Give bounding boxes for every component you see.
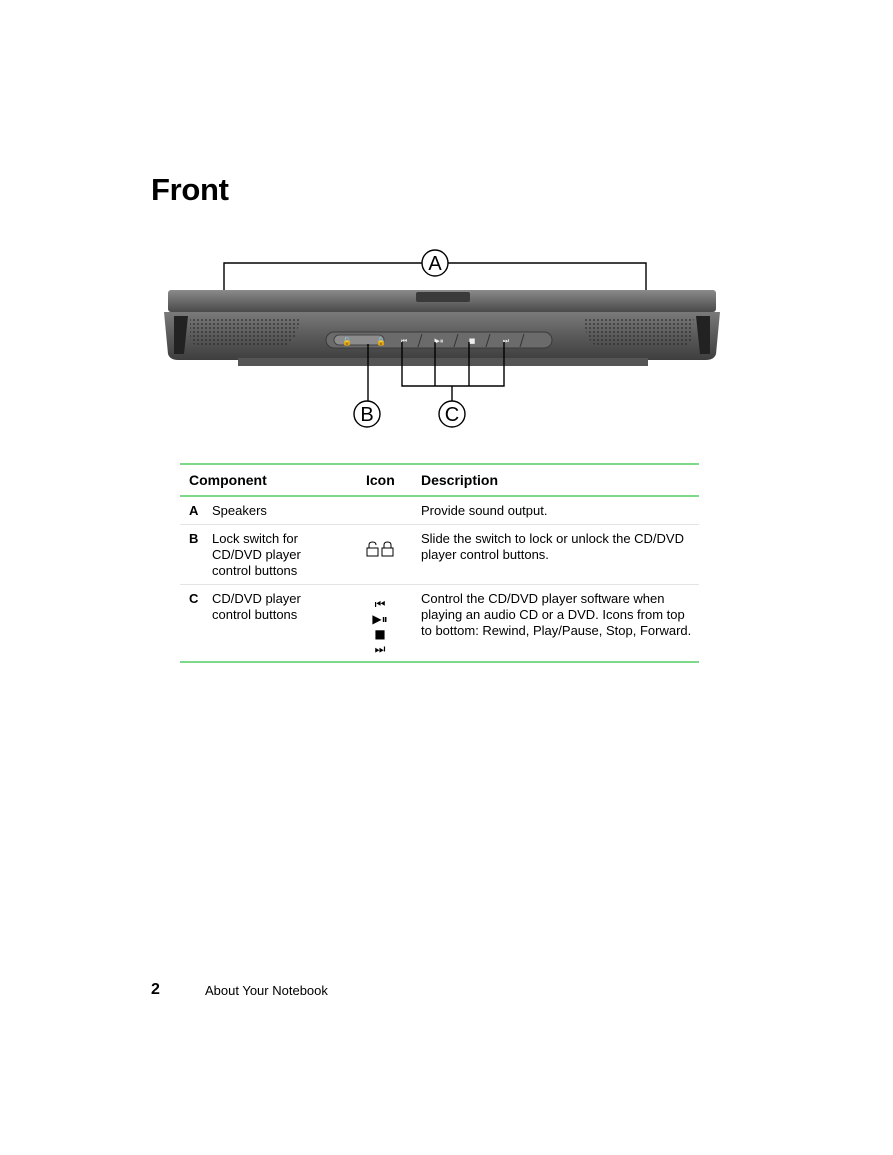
callout-b-label: B	[360, 404, 374, 426]
play-pause-icon: ▶⏸	[372, 612, 388, 626]
row-letter: C	[189, 591, 199, 606]
header-description: Description	[421, 472, 499, 488]
base-foot	[238, 358, 648, 366]
page-title: Front	[151, 172, 229, 207]
lid-latch	[416, 292, 470, 302]
row-component: CD/DVD player control buttons	[212, 591, 301, 622]
footer-section: About Your Notebook	[205, 983, 328, 998]
rewind-icon: ⏮	[374, 597, 386, 611]
right-speaker-grille	[584, 318, 694, 346]
table-row	[180, 585, 699, 663]
table-row	[180, 497, 699, 525]
component-table	[180, 463, 699, 663]
forward-icon: ⏭	[374, 642, 386, 656]
row-description: Control the CD/DVD player software when playing an audio CD or a DVD. Icons from top to bottom: Rewind, Play/Pause, Stop, Forward.	[421, 591, 692, 638]
play-pause-button-icon: ▶⏸	[434, 337, 444, 345]
row-letter: B	[189, 531, 199, 546]
forward-button-icon: ⏭	[502, 337, 510, 345]
lock-icons	[366, 541, 394, 561]
lock-open-icon: 🔓	[342, 337, 352, 346]
media-icons	[366, 597, 394, 657]
row-component: Speakers	[212, 503, 267, 518]
row-component: Lock switch for CD/DVD player control buttons	[212, 531, 301, 578]
row-description: Slide the switch to lock or unlock the CD/DVD player control buttons.	[421, 531, 684, 562]
table-row	[180, 525, 699, 585]
notebook-front-figure	[160, 246, 725, 436]
row-description: Provide sound output.	[421, 503, 548, 518]
stop-button-icon: ■	[468, 337, 476, 345]
header-component: Component	[189, 472, 267, 488]
lock-closed-icon	[382, 542, 393, 556]
callout-a-label: A	[428, 253, 442, 275]
lock-open-icon	[367, 542, 378, 556]
page-number: 2	[151, 981, 160, 998]
notebook-front-illustration	[160, 246, 725, 436]
callout-c-label: C	[444, 404, 460, 426]
header-icon: Icon	[366, 472, 395, 488]
table-header	[180, 465, 699, 497]
rewind-button-icon: ⏮	[400, 337, 408, 345]
row-letter: A	[189, 503, 199, 518]
lock-closed-icon: 🔒	[376, 337, 386, 346]
left-speaker-grille	[190, 318, 300, 346]
stop-icon: ■	[374, 627, 386, 641]
